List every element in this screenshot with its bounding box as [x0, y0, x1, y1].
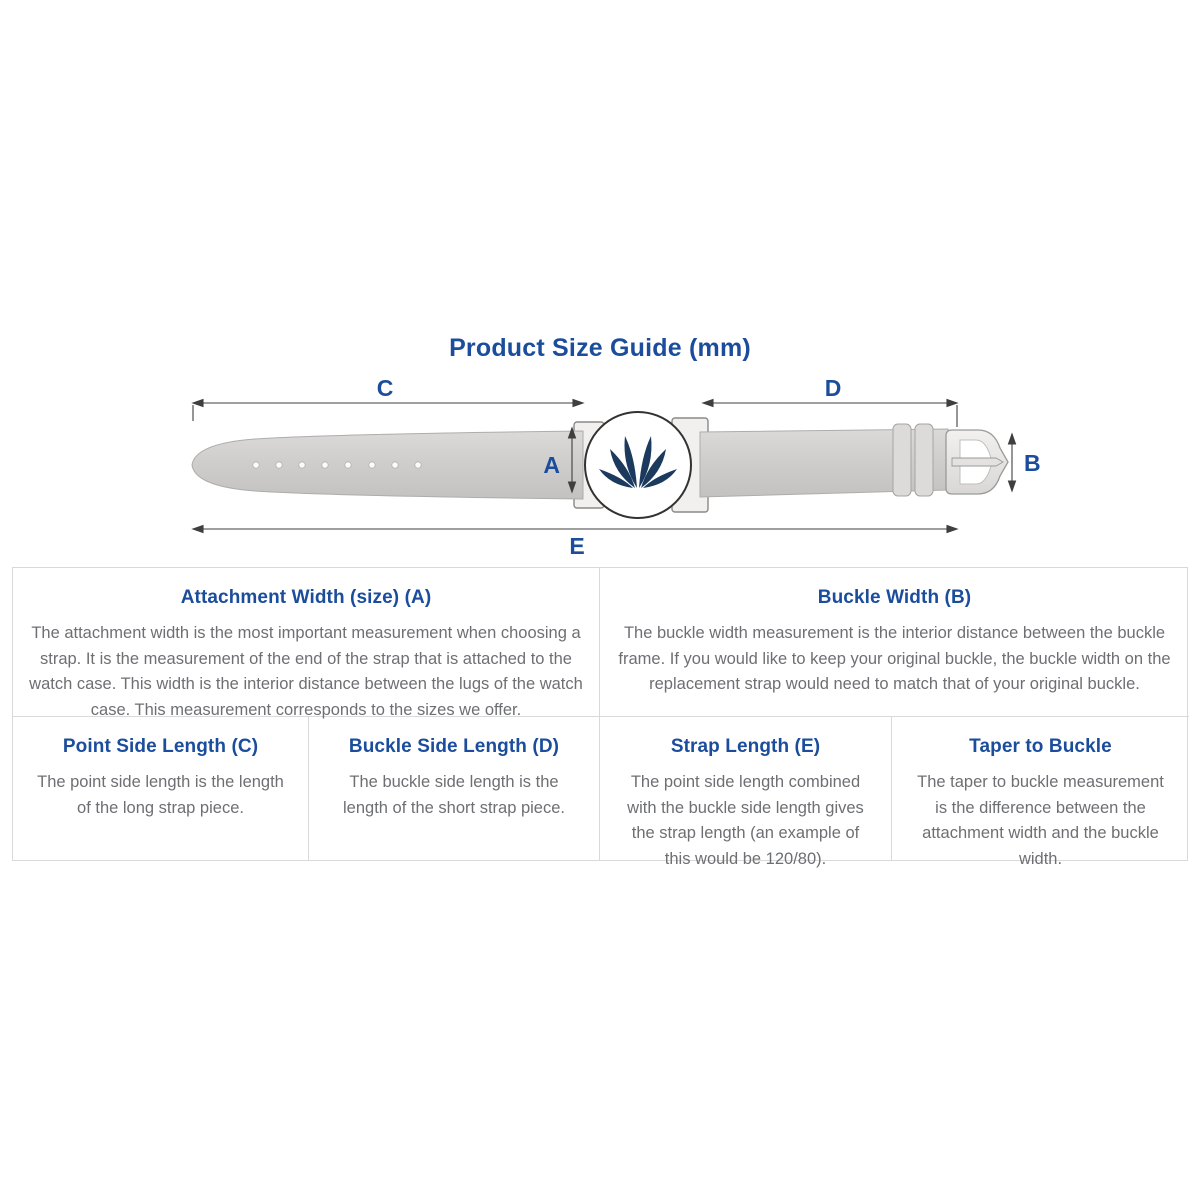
- dimension-b: [1009, 434, 1016, 491]
- cell-title: Taper to Buckle: [969, 736, 1112, 757]
- label-c: C: [376, 375, 394, 401]
- label-a: A: [543, 452, 560, 478]
- dimension-c: [193, 400, 583, 422]
- cell-title: Buckle Side Length (D): [348, 736, 560, 757]
- cell-body: The point side length combined with the buckle side length gives the strap length (an example of this would be 120/80).: [627, 773, 864, 868]
- cell-body: The attachment width is the most important measurement when choosing a strap. It is the measurement of the end of the strap that is attached to the watch case. This width is the interior distance between the lugs of the watch case. This measurement corresponds to the sizes we offer.: [29, 624, 583, 719]
- cell-strap-length: [600, 717, 892, 868]
- dimension-d: [703, 400, 957, 428]
- label-b: B: [1024, 450, 1041, 476]
- keeper-loop: [915, 424, 933, 496]
- label-d: D: [824, 375, 842, 401]
- watch-case: [585, 412, 691, 518]
- cell-buckle-side-length: [309, 717, 600, 860]
- cell-title: Buckle Width (B): [817, 587, 972, 608]
- cell-buckle-width: [600, 568, 1189, 717]
- strap-point-side: [192, 431, 583, 499]
- size-diagram: [0, 355, 1200, 567]
- definitions-table: [12, 567, 1188, 868]
- keeper-loop: [893, 424, 911, 496]
- dimension-e: [193, 526, 957, 533]
- buckle: [946, 430, 1008, 494]
- cell-title: Attachment Width (size) (A): [180, 587, 432, 608]
- cell-body: The buckle width measurement is the interior distance between the buckle frame. If you would like to keep your original buckle, the buckle width on the replacement strap would need to match that of your original buckle.: [618, 624, 1171, 693]
- cell-title: Strap Length (E): [670, 736, 821, 757]
- buckle-prong: [952, 458, 1003, 466]
- page-title: Product Size Guide (mm): [449, 334, 751, 362]
- cell-body: The buckle side length is the length of the short strap piece.: [343, 773, 565, 817]
- label-e: E: [569, 533, 585, 559]
- cell-body: The taper to buckle measurement is the difference between the attachment width and the buckle width.: [917, 773, 1164, 868]
- strap-buckle-side: [700, 424, 948, 497]
- cell-title: Point Side Length (C): [62, 736, 259, 757]
- cell-taper-to-buckle: [892, 717, 1189, 868]
- cell-point-side-length: [13, 717, 309, 860]
- cell-attachment-width: [13, 568, 600, 717]
- cell-body: The point side length is the length of the long strap piece.: [37, 773, 284, 817]
